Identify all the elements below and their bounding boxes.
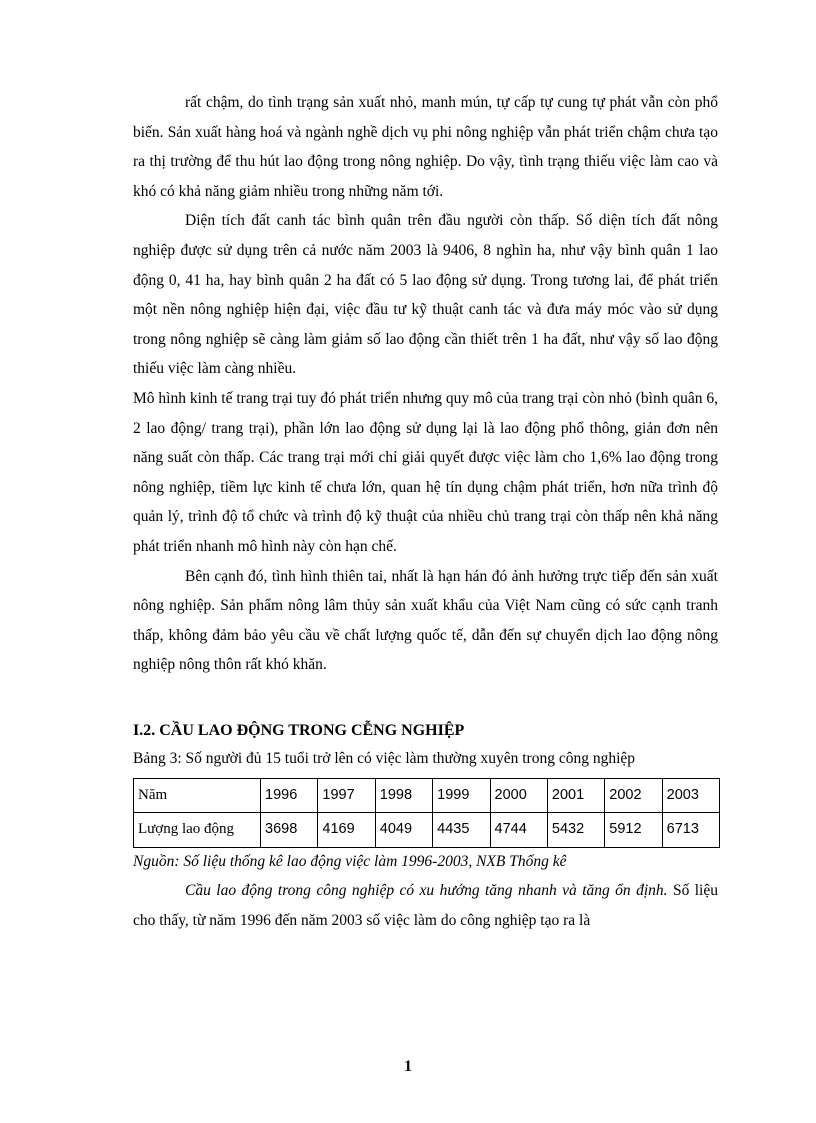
paragraph-4: Bên cạnh đó, tình hình thiên tai, nhất là hạn hán đó ảnh hưởng trực tiếp đến sản xuất nông nghiệp. Sản phẩm nông lâm thủy sản xuất khẩu của Việt Nam cũng có sức cạnh tranh thấp, không đảm bảo yêu cầu về chất lượng quốc tế, dẫn đến sự chuyển dịch lao động nông nghiệp nông thôn rất khó khăn. [133,567,718,674]
table-source: Nguồn: Số liệu thống kê lao động việc làm 1996-2003, NXB Thống kê [133,853,567,871]
table-caption: Bảng 3: Số người đủ 15 tuổi trở lên có việc làm thường xuyên trong công nghiệp [133,749,636,767]
value-cell: 6713 [662,813,719,848]
table-row-labor [134,813,720,848]
value-cell: 5912 [605,813,662,848]
year-cell: 1997 [318,778,375,813]
paragraph-3: Mô hình kinh tế trang trại tuy đó phát triển nhưng quy mô của trang trại còn nhỏ (bình quân 6, 2 lao động/ trang trại), phần lớn lao động sử dụng lại là lao động phổ thông, giản đơn nên năng suất còn thấp. Các trang trại mới chỉ giải quyết được việc làm cho 1,6% lao động trong nông nghiệp, tiềm lực kinh tế chưa lớn, quan hệ tín dụng chậm phát triển, hơn nữa trình độ quản lý, trình độ tổ chức và trình độ kỹ thuật của nhiều chủ trang trại còn thấp nên khả năng phát triển nhanh mô hình này còn hạn chế. [133,389,718,555]
value-cell: 5432 [547,813,604,848]
closing-italic-text: Cầu lao động trong công nghiệp có xu hướng tăng nhanh và tăng ổn định. [185,882,668,900]
year-cell: 2001 [547,778,604,813]
year-cell: 2002 [605,778,662,813]
closing-paragraph [133,876,718,935]
table-row-year [134,778,720,813]
value-cell: 4049 [375,813,432,848]
closing-plain-text: Số liệu cho thấy, từ năm 1996 đến năm 2003 số việc làm do công nghiệp tạo ra là [133,882,718,929]
paragraph-1: rất chậm, do tình trạng sản xuất nhỏ, manh mún, tự cấp tự cung tự phát vẫn còn phổ biến. Sản xuất hàng hoá và ngành nghề dịch vụ phi nông nghiệp vẫn phát triển chậm chưa tạo ra thị trường để thu hút lao động trong nông nghiệp. Do vậy, tình trạng thiếu việc làm cao và khó có khả năng giảm nhiều trong những năm tới. [133,94,718,200]
year-cell: 1999 [433,778,490,813]
year-cell: 2003 [662,778,719,813]
paragraph-2: Diện tích đất canh tác bình quân trên đầu người còn thấp. Số diện tích đất nông nghiệp được sử dụng trên cả nước năm 2003 là 9406, 8 nghìn ha, như vậy bình quân 1 lao động 0, 41 ha, hay bình quân 2 ha đất có 5 lao động sử dụng. Trong tương lai, để phát triển một nền nông nghiệp hiện đại, việc đầu tư kỹ thuật canh tác và đưa máy móc vào sử dụng trong nông nghiệp sẽ càng làm giảm số lao động cần thiết trên 1 ha đất, như vậy số lao động thiếu việc làm càng nhiều. [133,212,718,378]
value-cell: 4169 [318,813,375,848]
year-cell: 1996 [261,778,318,813]
year-cell: 2000 [490,778,547,813]
page-number: 1 [404,1058,412,1075]
value-cell: 3698 [261,813,318,848]
value-cell: 4744 [490,813,547,848]
labor-table [133,778,720,848]
value-cell: 4435 [433,813,490,848]
section-heading: I.2. CẦU LAO ĐỘNG TRONG CỄNG NGHIỆP [133,721,465,739]
year-cell: 1998 [375,778,432,813]
document-page [133,88,718,935]
row-label-labor: Lượng lao động [134,813,261,848]
row-label-year: Năm [134,778,261,813]
